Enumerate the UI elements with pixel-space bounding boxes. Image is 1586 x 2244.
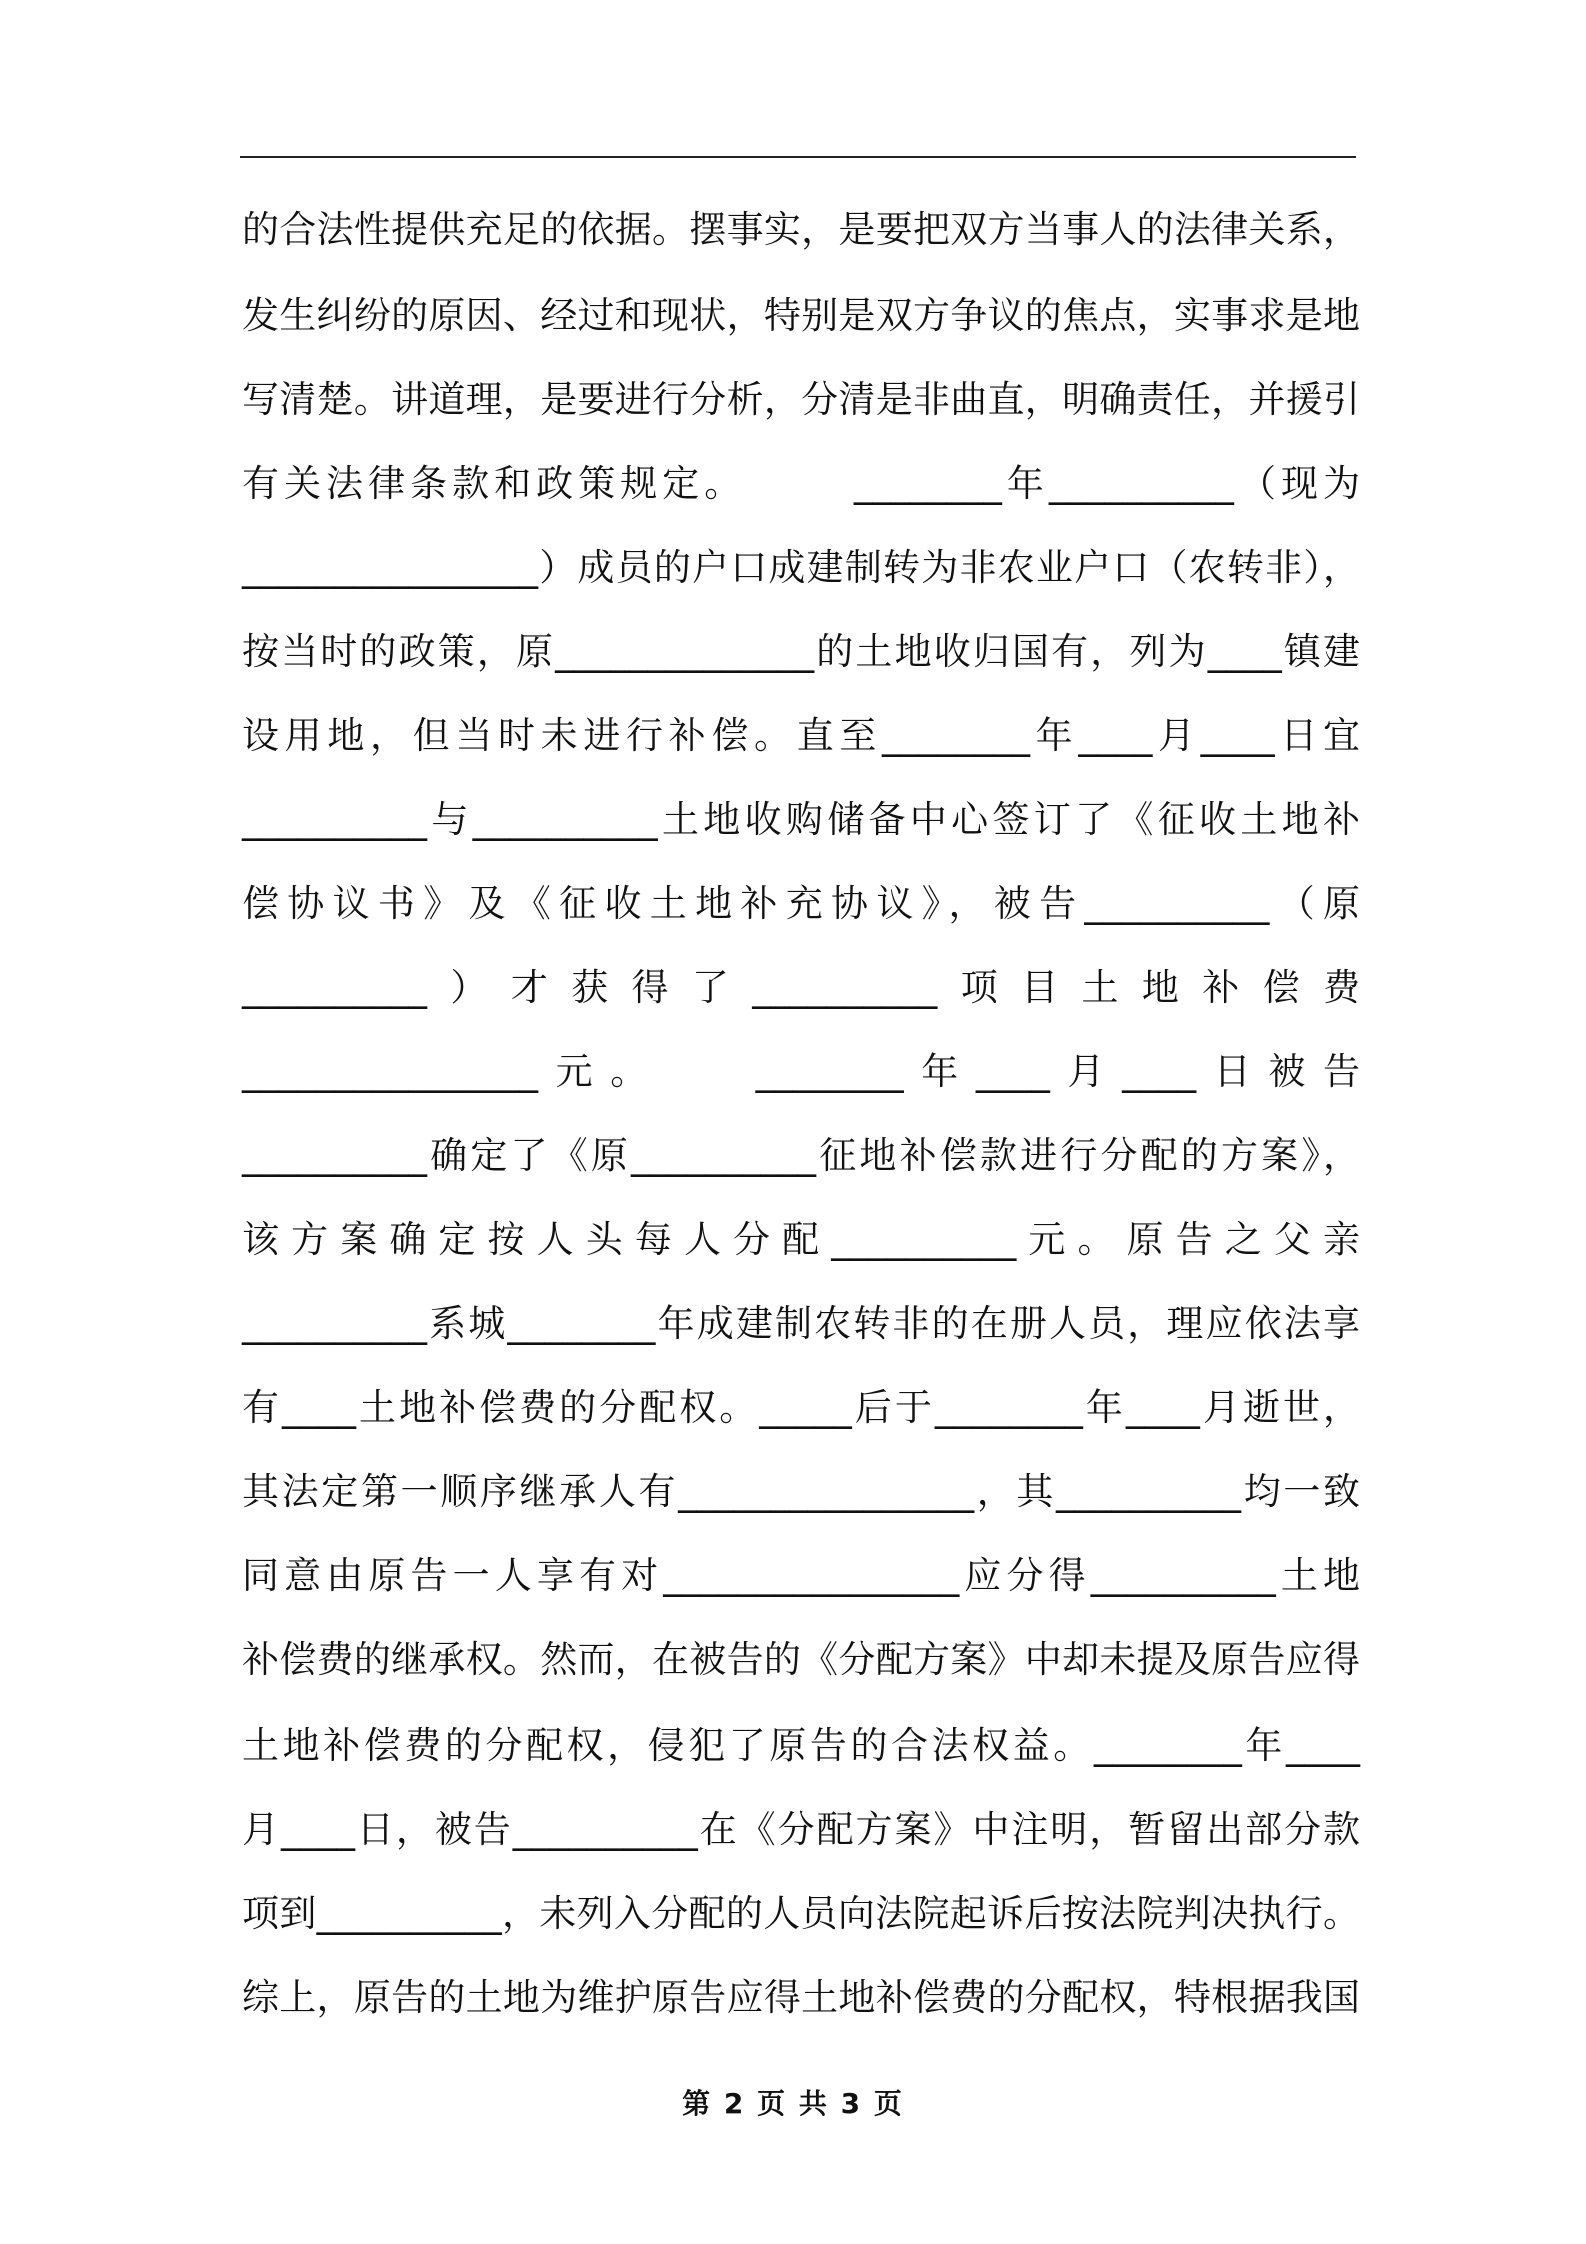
text-line: __________与__________土地收购储备中心签订了《征收土地补 bbox=[242, 798, 1360, 841]
text-line: ________________元。 ________年____月____日被告 bbox=[242, 1050, 1360, 1093]
text-line: 同意由原告一人享有对________________应分得__________土地 bbox=[242, 1554, 1360, 1597]
text-line: 该方案确定按人头每人分配__________元。原告之父亲 bbox=[242, 1218, 1360, 1261]
text-line: 有关法律条款和政策规定。 ________年__________（现为 bbox=[242, 462, 1360, 505]
text-line: ________________）成员的户口成建制转为非农业户口（农转非）， bbox=[242, 546, 1360, 589]
text-line: __________系城________年成建制农转非的在册人员，理应依法享 bbox=[242, 1302, 1360, 1345]
text-line: 设用地，但当时未进行补偿。直至________年____月____日宜 bbox=[242, 714, 1360, 757]
text-line: 月____日，被告__________在《分配方案》中注明，暂留出部分款 bbox=[242, 1808, 1360, 1851]
text-line: 土地补偿费的分配权，侵犯了原告的合法权益。________年____ bbox=[242, 1724, 1360, 1767]
page-number: 第 2 页 共 3 页 bbox=[682, 2087, 904, 2120]
text-line: 其法定第一顺序继承人有________________，其__________均一致 bbox=[242, 1470, 1360, 1513]
text-line: 发生纠纷的原因、经过和现状，特别是双方争议的焦点，实事求是地 bbox=[242, 294, 1360, 337]
text-line: 项到__________，未列入分配的人员向法院起诉后按法院判决执行。 bbox=[242, 1892, 1360, 1935]
text-line: 综上，原告的土地为维护原告应得土地补偿费的分配权，特根据我国 bbox=[242, 1976, 1360, 2019]
text-line: 按当时的政策，原______________的土地收归国有，列为____镇建 bbox=[242, 630, 1360, 673]
text-line: 偿协议书》及《征收土地补充协议》，被告__________（原 bbox=[242, 882, 1360, 925]
text-line: __________）才获得了__________项目土地补偿费 bbox=[242, 966, 1360, 1009]
text-line: 补偿费的继承权。然而，在被告的《分配方案》中却未提及原告应得 bbox=[242, 1638, 1360, 1681]
text-line: 写清楚。讲道理，是要进行分析，分清是非曲直，明确责任，并援引 bbox=[242, 378, 1360, 421]
text-line: __________确定了《原__________征地补偿款进行分配的方案》， bbox=[242, 1134, 1360, 1177]
text-line: 的合法性提供充足的依据。摆事实，是要把双方当事人的法律关系， bbox=[242, 208, 1360, 251]
header-rule bbox=[240, 156, 1356, 158]
text-line: 有____土地补偿费的分配权。_____后于________年____月逝世， bbox=[242, 1386, 1360, 1429]
